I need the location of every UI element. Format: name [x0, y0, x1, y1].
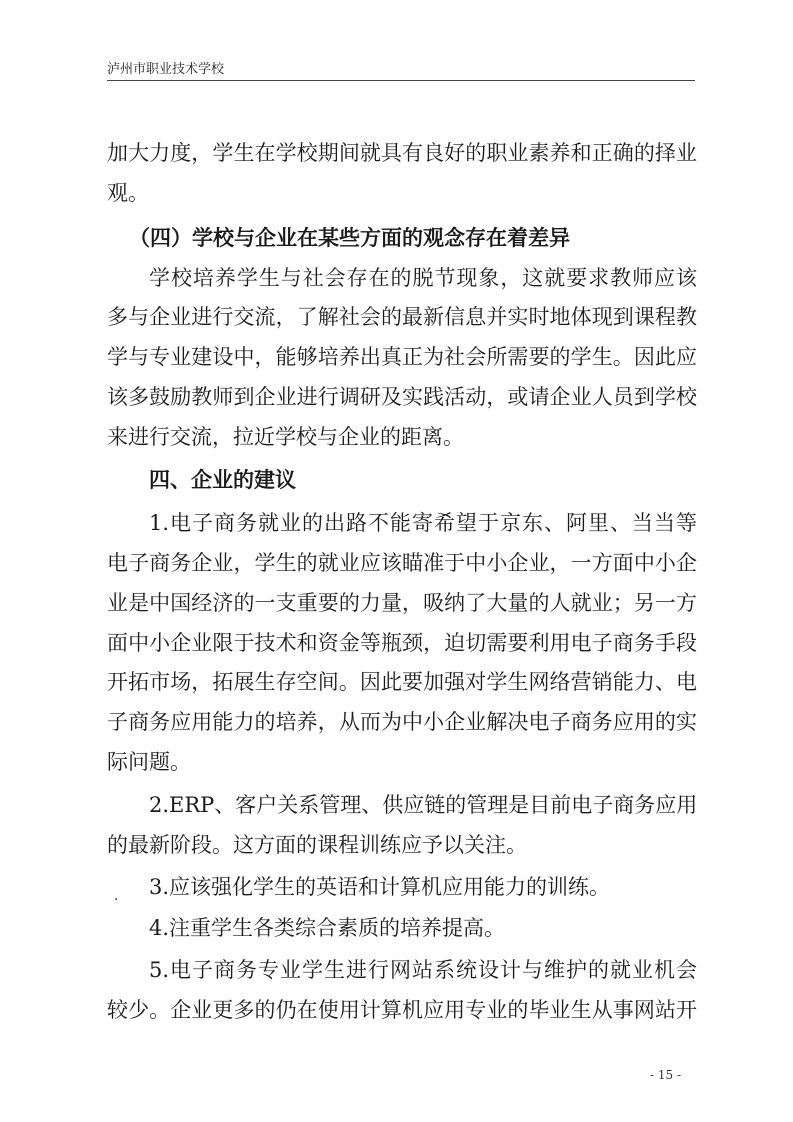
paragraph-first-line: 1.电子商务就业的出路不能寄希望于京东、阿里、当当等: [149, 511, 697, 535]
body-line: 多与企业进行交流，了解社会的最新信息并实时地体现到课程教: [107, 305, 697, 329]
paragraph-first-line: 4.注重学生各类综合素质的培养提高。: [149, 916, 506, 940]
body-line: 来进行交流，拉近学校与企业的距离。: [107, 425, 464, 449]
body-line: 该多鼓励教师到企业进行调研及实践活动，或请企业人员到学校: [107, 385, 697, 409]
header-divider: [107, 80, 695, 81]
body-line: 际问题。: [107, 750, 191, 774]
body-line: 开拓市场，拓展生存空间。因此要加强对学生网络营销能力、电: [107, 670, 697, 694]
stray-dot-mark: .: [114, 888, 119, 904]
body-line: 的最新阶段。这方面的课程训练应予以关注。: [107, 833, 527, 857]
body-line: 面中小企业限于技术和资金等瓶颈，迫切需要利用电子商务手段: [107, 631, 697, 655]
chapter-heading: 四、企业的建议: [149, 468, 296, 492]
body-line: 较少。企业更多的仍在使用计算机应用专业的毕业生从事网站开: [107, 998, 697, 1022]
page-number: - 15 -: [650, 1068, 682, 1082]
paragraph-first-line: 5.电子商务专业学生进行网站系统设计与维护的就业机会: [149, 958, 697, 982]
paragraph-first-line: 2.ERP、客户关系管理、供应链的管理是目前电子商务应用: [149, 793, 697, 817]
body-line: 加大力度，学生在学校期间就具有良好的职业素养和正确的择业: [107, 141, 697, 165]
paragraph-first-line: 学校培养学生与社会存在的脱节现象，这就要求教师应该: [149, 266, 697, 290]
page-header: [107, 58, 695, 82]
body-line: 电子商务企业，学生的就业应该瞄准于中小企业，一方面中小企: [107, 551, 697, 575]
school-name: 泸州市职业技术学校: [107, 62, 225, 77]
body-line: 观。: [107, 181, 149, 205]
paragraph-first-line: 3.应该强化学生的英语和计算机应用能力的训练。: [149, 875, 611, 899]
body-line: 业是中国经济的一支重要的力量，吸纳了大量的人就业；另一方: [107, 591, 697, 615]
body-line: 子商务应用能力的培养，从而为中小企业解决电子商务应用的实: [107, 710, 697, 734]
body-line: 学与专业建设中，能够培养出真正为社会所需要的学生。因此应: [107, 345, 697, 369]
section-heading: （四）学校与企业在某些方面的观念存在着差异: [129, 226, 570, 250]
